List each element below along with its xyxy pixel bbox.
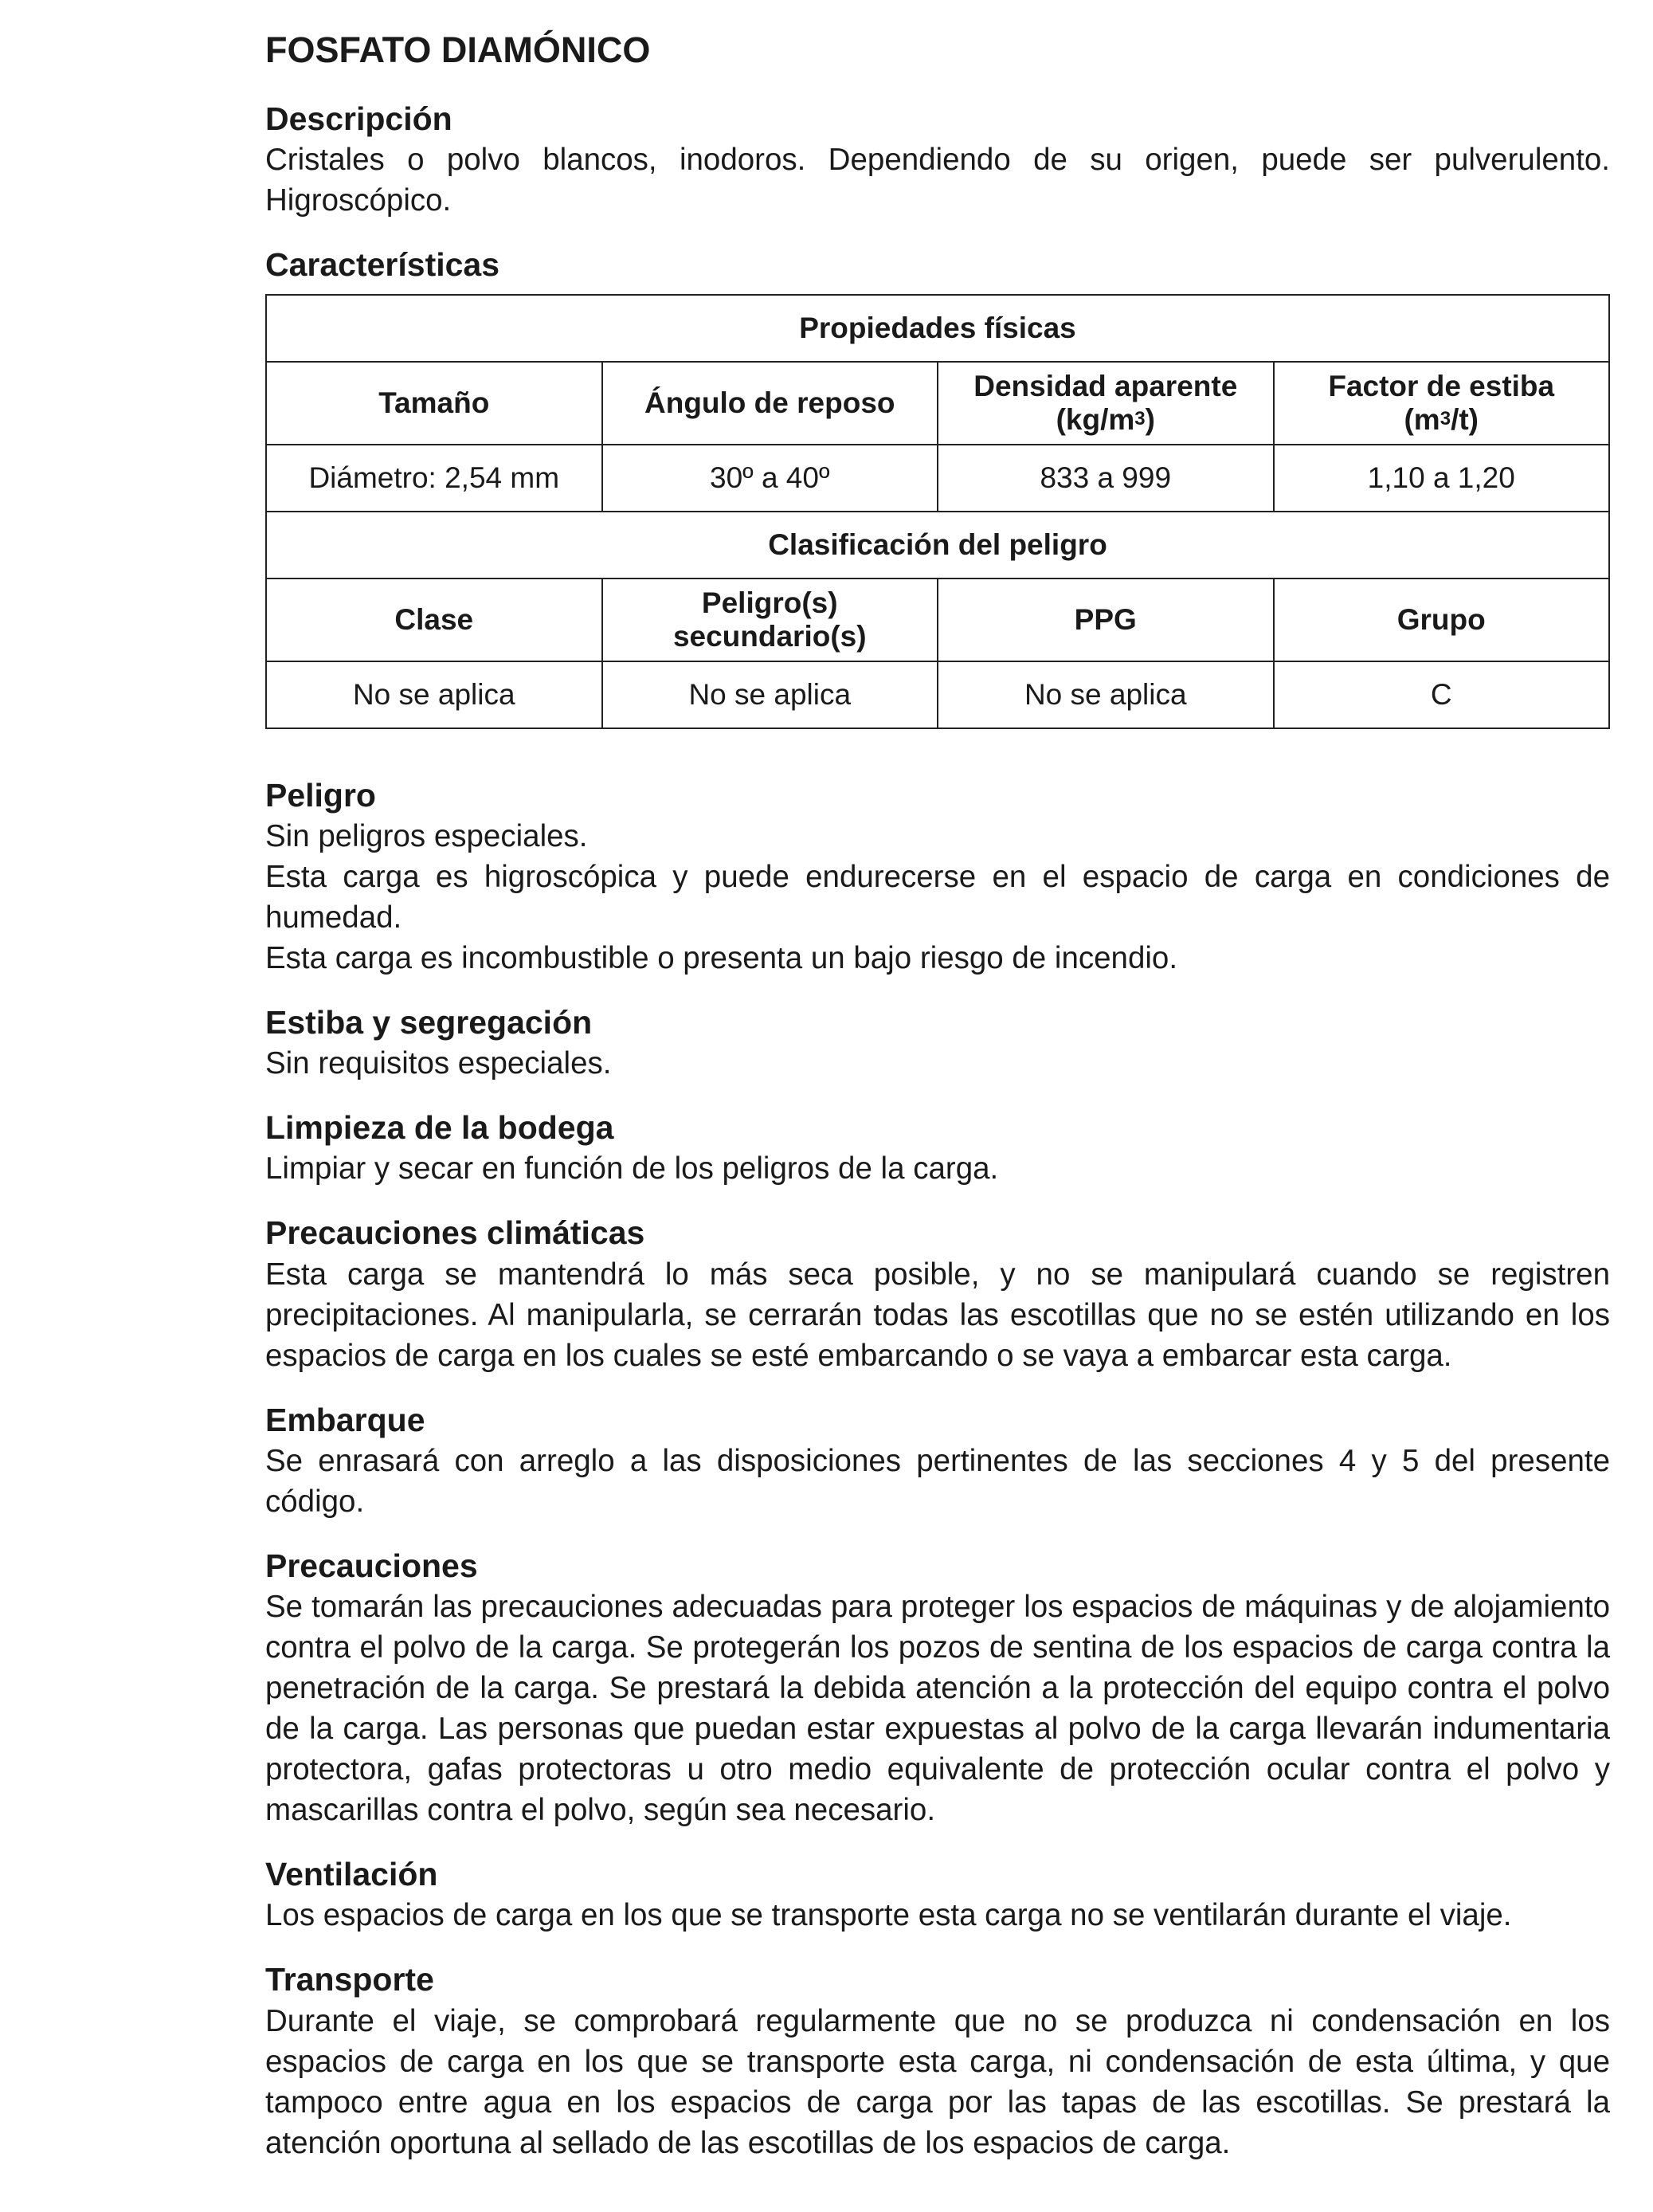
section-heading: Embarque: [265, 1401, 425, 1438]
value-ppg: No se aplica: [938, 661, 1274, 728]
section-text: Los espacios de carga en los que se transporte esta carga no se ventilarán durante el viaje.: [265, 1898, 1512, 1933]
section-heading: Características: [265, 246, 500, 284]
header-stowage: [1274, 362, 1610, 445]
section-heading: Precauciones: [265, 1547, 478, 1584]
document-page: [265, 29, 1610, 2187]
value-secondary-hazard: No se aplica: [602, 661, 938, 728]
section-text: Sin requisitos especiales.: [265, 1046, 612, 1081]
header-density-unit-b: ): [1145, 402, 1155, 436]
header-angle: Ángulo de reposo: [602, 362, 938, 445]
section-text: Se enrasará con arreglo a las disposiciones pertinentes de las secciones 4 y 5 del presente código.: [265, 1443, 1610, 1519]
header-stowage-unit-a: (m: [1404, 402, 1440, 436]
section-text-line: Sin peligros especiales.: [265, 818, 588, 853]
header-secondary-hazard: [602, 578, 938, 661]
section-heading: Precauciones climáticas: [265, 1214, 645, 1252]
header-ppg: PPG: [938, 578, 1274, 661]
header-density-unit-a: (kg/m: [1056, 402, 1135, 436]
section-precauciones-climaticas: [265, 1213, 1610, 1375]
section-heading: Transporte: [265, 1961, 434, 1998]
section-heading: Estiba y segregación: [265, 1003, 593, 1041]
section-heading: Ventilación: [265, 1856, 438, 1892]
section-heading: Peligro: [265, 776, 376, 814]
section-ventilacion: [265, 1854, 1610, 1936]
section-transporte: [265, 1959, 1610, 2163]
header-secondary-line2: secundario(s): [672, 619, 867, 653]
section-text: Esta carga se mantendrá lo más seca posible, y no se manipulará cuando se registren precipitaciones. Al manipularla, se cerrarán todas las escotillas que no se estén utilizando en los espacios de carga en los cuales se esté embarcando o se vaya a embarcar esta carga.: [265, 1257, 1610, 1373]
section-text: Se tomarán las precauciones adecuadas para proteger los espacios de máquinas y de alojamiento contra el polvo de la carga. Se protegerán los pozos de sentina de los espacios de carga contra la penetración de la carga. Se prestará la debida atención a la protección del equipo contra el polvo de la carga. Las personas que puedan estar expuestas al polvo de la carga llevarán indumentaria protectora, gafas protectoras u otro medio equivalente de protección ocular contra el polvo y mascarillas contra el polvo, según sea necesario.: [265, 1590, 1610, 1827]
section-peligro: [265, 775, 1610, 979]
section-heading: Limpieza de la bodega: [265, 1109, 614, 1146]
header-density-label: Densidad aparente: [973, 369, 1238, 402]
header-secondary-line1: Peligro(s): [701, 586, 838, 619]
value-size: Diámetro: 2,54 mm: [266, 445, 602, 512]
section-limpieza: [265, 1108, 1610, 1189]
value-class: No se aplica: [266, 661, 602, 728]
section-estiba: [265, 1002, 1610, 1084]
section-heading: Descripción: [265, 100, 452, 137]
section-text: Durante el viaje, se comprobará regularmente que no se produzca ni condensación en los espacios de carga en los que se transporte esta carga, ni condensación de esta última, y que tampoco entre agua en los espacios de carga por las tapas de las escotillas. Se prestará la atención oportuna al sellado de las escotillas de los espacios de carga.: [265, 2003, 1610, 2160]
header-group: Grupo: [1274, 578, 1610, 661]
value-stowage: 1,10 a 1,20: [1274, 445, 1610, 512]
section-text: Limpiar y secar en función de los peligros de la carga.: [265, 1151, 999, 1186]
header-size: Tamaño: [266, 362, 602, 445]
header-stowage-unit-b: /t): [1451, 402, 1479, 436]
document-title: FOSFATO DIAMÓNICO: [265, 29, 651, 70]
header-density: [938, 362, 1274, 445]
section-text: Cristales o polvo blancos, inodoros. Dependiendo de su origen, puede ser pulverulento. Higroscópico.: [265, 143, 1610, 218]
properties-table: [265, 294, 1610, 729]
header-class: Clase: [266, 578, 602, 661]
section-descripcion: [265, 99, 1610, 221]
header-density-unit-sup: 3: [1134, 407, 1146, 429]
section-text-line: Esta carga es higroscópica y puede endurecerse en el espacio de carga en condiciones de humedad.: [265, 859, 1610, 935]
section-precauciones: [265, 1546, 1610, 1830]
header-stowage-label: Factor de estiba: [1328, 369, 1555, 402]
value-angle: 30º a 40º: [602, 445, 938, 512]
hazard-classification-caption: Clasificación del peligro: [266, 512, 1609, 578]
section-caracteristicas: [265, 245, 1610, 728]
section-embarque: [265, 1400, 1610, 1522]
value-group: C: [1274, 661, 1610, 728]
physical-properties-caption: Propiedades físicas: [266, 295, 1609, 362]
header-stowage-unit-sup: 3: [1440, 407, 1451, 429]
section-text-line: Esta carga es incombustible o presenta un bajo riesgo de incendio.: [265, 940, 1178, 975]
value-density: 833 a 999: [938, 445, 1274, 512]
